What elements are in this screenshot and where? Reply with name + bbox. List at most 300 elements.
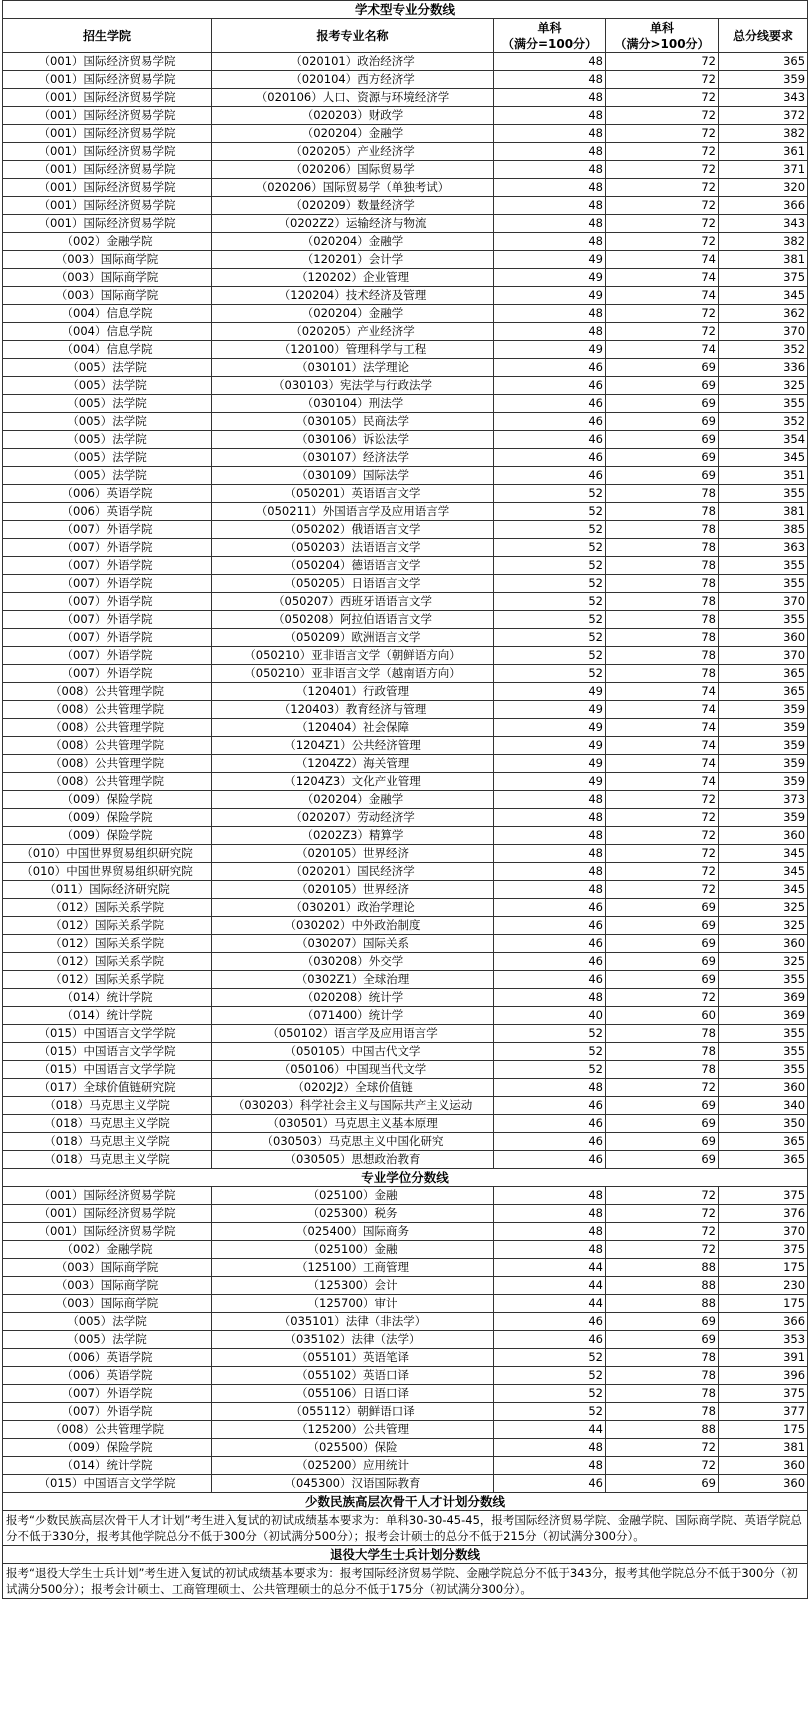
college-cell: （007）外语学院 (3, 1403, 212, 1421)
college-cell: （018）马克思主义学院 (3, 1151, 212, 1169)
table-row (3, 1097, 808, 1115)
table-row (3, 1205, 808, 1223)
single-100-cell: 48 (494, 989, 606, 1007)
minority-note-row (3, 1511, 808, 1546)
single-100-cell: 46 (494, 1097, 606, 1115)
minority-note-text: 报考“少数民族高层次骨干人才计划”考生进入复试的初试成绩基本要求为：单科30-30-45-45，报考国际经济贸易学院、金融学院、国际商学院、英语学院总分不低于330分，报考其他学院总分不低于300分（初试满分500分）；报考会计硕士的总分不低于215分（初试满分300分）。 (3, 1511, 808, 1546)
table-row (3, 1439, 808, 1457)
major-cell: （071400）统计学 (212, 1007, 494, 1025)
college-cell: （005）法学院 (3, 413, 212, 431)
single-over-100-cell: 69 (606, 899, 719, 917)
major-cell: （020204）金融学 (212, 125, 494, 143)
single-100-cell: 52 (494, 539, 606, 557)
college-cell: （003）国际商学院 (3, 1259, 212, 1277)
total-cell: 373 (719, 791, 808, 809)
single-100-cell: 52 (494, 1385, 606, 1403)
single-over-100-cell: 72 (606, 1439, 719, 1457)
major-cell: （0302Z1）全球治理 (212, 971, 494, 989)
college-cell: （008）公共管理学院 (3, 719, 212, 737)
total-cell: 365 (719, 1133, 808, 1151)
college-cell: （008）公共管理学院 (3, 737, 212, 755)
college-cell: （015）中国语言文学学院 (3, 1043, 212, 1061)
college-cell: （001）国际经济贸易学院 (3, 125, 212, 143)
single-over-100-cell: 74 (606, 773, 719, 791)
table-row (3, 683, 808, 701)
table-row (3, 1403, 808, 1421)
table-row (3, 125, 808, 143)
college-cell: （008）公共管理学院 (3, 773, 212, 791)
major-cell: （020204）金融学 (212, 791, 494, 809)
table-row (3, 197, 808, 215)
major-cell: （020106）人口、资源与环境经济学 (212, 89, 494, 107)
table-row (3, 701, 808, 719)
major-cell: （030101）法学理论 (212, 359, 494, 377)
single-100-cell: 46 (494, 917, 606, 935)
single-100-cell: 52 (494, 485, 606, 503)
total-cell: 365 (719, 53, 808, 71)
total-cell: 365 (719, 1151, 808, 1169)
college-cell: （012）国际关系学院 (3, 899, 212, 917)
total-cell: 352 (719, 413, 808, 431)
total-cell: 230 (719, 1277, 808, 1295)
table-row (3, 1151, 808, 1169)
single-100-cell: 52 (494, 1043, 606, 1061)
single-100-cell: 48 (494, 1457, 606, 1475)
table-row (3, 953, 808, 971)
major-cell: （050201）英语语言文学 (212, 485, 494, 503)
table-row (3, 377, 808, 395)
total-cell: 345 (719, 449, 808, 467)
major-cell: （1204Z3）文化产业管理 (212, 773, 494, 791)
veteran-section-title: 退役大学生士兵计划分数线 (3, 1546, 808, 1564)
header-single-over-100-sub: （满分>100分） (614, 36, 710, 51)
total-cell: 381 (719, 251, 808, 269)
total-cell: 372 (719, 107, 808, 125)
single-100-cell: 48 (494, 827, 606, 845)
college-cell: （003）国际商学院 (3, 251, 212, 269)
table-row (3, 629, 808, 647)
major-cell: （030505）思想政治教育 (212, 1151, 494, 1169)
table-row (3, 1331, 808, 1349)
college-cell: （007）外语学院 (3, 665, 212, 683)
major-cell: （125300）会计 (212, 1277, 494, 1295)
single-over-100-cell: 72 (606, 233, 719, 251)
college-cell: （009）保险学院 (3, 791, 212, 809)
single-100-cell: 48 (494, 1241, 606, 1259)
total-cell: 396 (719, 1367, 808, 1385)
total-cell: 375 (719, 1385, 808, 1403)
table-row (3, 467, 808, 485)
single-over-100-cell: 72 (606, 125, 719, 143)
single-100-cell: 52 (494, 647, 606, 665)
table-row (3, 899, 808, 917)
college-cell: （018）马克思主义学院 (3, 1115, 212, 1133)
total-cell: 355 (719, 575, 808, 593)
single-100-cell: 48 (494, 197, 606, 215)
college-cell: （009）保险学院 (3, 1439, 212, 1457)
single-over-100-cell: 78 (606, 593, 719, 611)
total-cell: 345 (719, 845, 808, 863)
college-cell: （005）法学院 (3, 449, 212, 467)
single-100-cell: 48 (494, 53, 606, 71)
single-over-100-cell: 74 (606, 269, 719, 287)
single-over-100-cell: 72 (606, 1457, 719, 1475)
single-100-cell: 52 (494, 593, 606, 611)
single-over-100-cell: 74 (606, 251, 719, 269)
single-100-cell: 44 (494, 1295, 606, 1313)
table-row (3, 449, 808, 467)
total-cell: 369 (719, 989, 808, 1007)
single-100-cell: 48 (494, 125, 606, 143)
major-cell: （030109）国际法学 (212, 467, 494, 485)
total-cell: 376 (719, 1205, 808, 1223)
major-cell: （025500）保险 (212, 1439, 494, 1457)
major-cell: （120201）会计学 (212, 251, 494, 269)
table-row (3, 539, 808, 557)
single-over-100-cell: 78 (606, 503, 719, 521)
total-cell: 382 (719, 233, 808, 251)
single-100-cell: 48 (494, 323, 606, 341)
major-cell: （025300）税务 (212, 1205, 494, 1223)
total-cell: 355 (719, 611, 808, 629)
single-100-cell: 52 (494, 1349, 606, 1367)
college-cell: （008）公共管理学院 (3, 1421, 212, 1439)
header-single-100-label: 单科 (537, 20, 562, 35)
single-over-100-cell: 88 (606, 1421, 719, 1439)
total-cell: 370 (719, 323, 808, 341)
table-row (3, 593, 808, 611)
single-100-cell: 44 (494, 1277, 606, 1295)
single-100-cell: 49 (494, 701, 606, 719)
major-cell: （030203）科学社会主义与国际共产主义运动 (212, 1097, 494, 1115)
single-over-100-cell: 72 (606, 53, 719, 71)
college-cell: （012）国际关系学院 (3, 935, 212, 953)
veteran-section-row (3, 1546, 808, 1564)
total-cell: 371 (719, 161, 808, 179)
major-cell: （020204）金融学 (212, 305, 494, 323)
total-cell: 375 (719, 1241, 808, 1259)
total-cell: 381 (719, 1439, 808, 1457)
table-row (3, 413, 808, 431)
college-cell: （007）外语学院 (3, 629, 212, 647)
table-row (3, 1223, 808, 1241)
single-over-100-cell: 72 (606, 71, 719, 89)
total-cell: 375 (719, 269, 808, 287)
header-single-over-100-label: 单科 (649, 20, 674, 35)
single-over-100-cell: 78 (606, 629, 719, 647)
single-over-100-cell: 78 (606, 521, 719, 539)
total-cell: 360 (719, 827, 808, 845)
major-cell: （035102）法律（法学） (212, 1331, 494, 1349)
major-cell: （120403）教育经济与管理 (212, 701, 494, 719)
single-over-100-cell: 74 (606, 683, 719, 701)
major-cell: （025400）国际商务 (212, 1223, 494, 1241)
table-row (3, 719, 808, 737)
table-row (3, 287, 808, 305)
total-cell: 361 (719, 143, 808, 161)
total-cell: 355 (719, 1025, 808, 1043)
college-cell: （007）外语学院 (3, 647, 212, 665)
college-cell: （005）法学院 (3, 395, 212, 413)
college-cell: （001）国际经济贸易学院 (3, 1205, 212, 1223)
single-100-cell: 48 (494, 215, 606, 233)
total-cell: 175 (719, 1421, 808, 1439)
major-cell: （030503）马克思主义中国化研究 (212, 1133, 494, 1151)
single-over-100-cell: 88 (606, 1277, 719, 1295)
single-over-100-cell: 78 (606, 1025, 719, 1043)
single-100-cell: 48 (494, 845, 606, 863)
table-row (3, 1079, 808, 1097)
major-cell: （050209）欧洲语言文学 (212, 629, 494, 647)
professional-section-title: 专业学位分数线 (3, 1169, 808, 1187)
major-cell: （050106）中国现当代文学 (212, 1061, 494, 1079)
total-cell: 360 (719, 1079, 808, 1097)
major-cell: （025200）应用统计 (212, 1457, 494, 1475)
major-cell: （120401）行政管理 (212, 683, 494, 701)
single-100-cell: 46 (494, 449, 606, 467)
college-cell: （012）国际关系学院 (3, 917, 212, 935)
single-100-cell: 49 (494, 269, 606, 287)
college-cell: （003）国际商学院 (3, 1277, 212, 1295)
major-cell: （050203）法语语言文学 (212, 539, 494, 557)
single-over-100-cell: 78 (606, 647, 719, 665)
table-row (3, 107, 808, 125)
total-cell: 345 (719, 863, 808, 881)
major-cell: （025100）金融 (212, 1187, 494, 1205)
single-100-cell: 46 (494, 1133, 606, 1151)
total-cell: 359 (719, 71, 808, 89)
single-over-100-cell: 72 (606, 881, 719, 899)
major-cell: （030107）经济法学 (212, 449, 494, 467)
table-row (3, 503, 808, 521)
single-100-cell: 48 (494, 1439, 606, 1457)
single-over-100-cell: 72 (606, 827, 719, 845)
total-cell: 359 (719, 737, 808, 755)
minority-section-row (3, 1493, 808, 1511)
total-cell: 325 (719, 377, 808, 395)
single-100-cell: 52 (494, 1367, 606, 1385)
table-row (3, 989, 808, 1007)
table-row (3, 233, 808, 251)
single-100-cell: 46 (494, 377, 606, 395)
major-cell: （055102）英语口译 (212, 1367, 494, 1385)
table-row (3, 1367, 808, 1385)
total-cell: 385 (719, 521, 808, 539)
college-cell: （001）国际经济贸易学院 (3, 161, 212, 179)
total-cell: 360 (719, 935, 808, 953)
major-cell: （020209）数量经济学 (212, 197, 494, 215)
veteran-note-row (3, 1564, 808, 1599)
table-row (3, 359, 808, 377)
table-row (3, 395, 808, 413)
single-over-100-cell: 69 (606, 449, 719, 467)
total-cell: 362 (719, 305, 808, 323)
major-cell: （050204）德语语言文学 (212, 557, 494, 575)
major-cell: （035101）法律（非法学） (212, 1313, 494, 1331)
college-cell: （002）金融学院 (3, 1241, 212, 1259)
college-cell: （001）国际经济贸易学院 (3, 71, 212, 89)
table-row (3, 1241, 808, 1259)
college-cell: （010）中国世界贸易组织研究院 (3, 845, 212, 863)
score-table-wrapper (2, 0, 807, 1599)
total-cell: 391 (719, 1349, 808, 1367)
single-over-100-cell: 69 (606, 953, 719, 971)
table-row (3, 773, 808, 791)
college-cell: （015）中国语言文学学院 (3, 1475, 212, 1493)
single-over-100-cell: 78 (606, 1367, 719, 1385)
table-row (3, 161, 808, 179)
professional-section-row (3, 1169, 808, 1187)
major-cell: （020204）金融学 (212, 233, 494, 251)
table-row (3, 863, 808, 881)
total-cell: 354 (719, 431, 808, 449)
major-cell: （120204）技术经济及管理 (212, 287, 494, 305)
major-cell: （020205）产业经济学 (212, 143, 494, 161)
table-row (3, 971, 808, 989)
single-100-cell: 46 (494, 413, 606, 431)
table-row (3, 179, 808, 197)
single-100-cell: 48 (494, 305, 606, 323)
total-cell: 353 (719, 1331, 808, 1349)
single-over-100-cell: 69 (606, 377, 719, 395)
major-cell: （055112）朝鲜语口译 (212, 1403, 494, 1421)
total-cell: 355 (719, 557, 808, 575)
table-row (3, 1007, 808, 1025)
single-100-cell: 46 (494, 1115, 606, 1133)
header-row (3, 19, 808, 53)
single-over-100-cell: 72 (606, 107, 719, 125)
header-major: 报考专业名称 (212, 19, 494, 53)
major-cell: （020105）世界经济 (212, 845, 494, 863)
major-cell: （120100）管理科学与工程 (212, 341, 494, 359)
single-100-cell: 48 (494, 161, 606, 179)
college-cell: （003）国际商学院 (3, 269, 212, 287)
table-row (3, 1349, 808, 1367)
major-cell: （120404）社会保障 (212, 719, 494, 737)
table-row (3, 1295, 808, 1313)
single-100-cell: 48 (494, 233, 606, 251)
total-cell: 370 (719, 1223, 808, 1241)
total-cell: 370 (719, 647, 808, 665)
college-cell: （007）外语学院 (3, 611, 212, 629)
single-over-100-cell: 72 (606, 791, 719, 809)
single-100-cell: 48 (494, 179, 606, 197)
single-100-cell: 48 (494, 881, 606, 899)
single-100-cell: 48 (494, 143, 606, 161)
college-cell: （003）国际商学院 (3, 287, 212, 305)
total-cell: 365 (719, 683, 808, 701)
single-100-cell: 52 (494, 1025, 606, 1043)
college-cell: （014）统计学院 (3, 1457, 212, 1475)
single-over-100-cell: 69 (606, 1151, 719, 1169)
table-row (3, 1421, 808, 1439)
single-over-100-cell: 78 (606, 1385, 719, 1403)
college-cell: （003）国际商学院 (3, 1295, 212, 1313)
college-cell: （004）信息学院 (3, 341, 212, 359)
single-100-cell: 52 (494, 575, 606, 593)
college-cell: （008）公共管理学院 (3, 755, 212, 773)
single-100-cell: 49 (494, 773, 606, 791)
college-cell: （007）外语学院 (3, 557, 212, 575)
single-100-cell: 46 (494, 359, 606, 377)
college-cell: （001）国际经济贸易学院 (3, 143, 212, 161)
single-100-cell: 46 (494, 953, 606, 971)
table-row (3, 1187, 808, 1205)
table-row (3, 809, 808, 827)
college-cell: （001）国际经济贸易学院 (3, 53, 212, 71)
total-cell: 381 (719, 503, 808, 521)
college-cell: （018）马克思主义学院 (3, 1097, 212, 1115)
major-cell: （050210）亚非语言文学（朝鲜语方向） (212, 647, 494, 665)
total-cell: 360 (719, 1475, 808, 1493)
major-cell: （125100）工商管理 (212, 1259, 494, 1277)
table-row (3, 521, 808, 539)
single-100-cell: 52 (494, 521, 606, 539)
total-cell: 359 (719, 809, 808, 827)
table-row (3, 1385, 808, 1403)
single-over-100-cell: 72 (606, 89, 719, 107)
single-over-100-cell: 78 (606, 557, 719, 575)
single-100-cell: 48 (494, 1205, 606, 1223)
table-row (3, 1061, 808, 1079)
total-cell: 360 (719, 1457, 808, 1475)
table-row (3, 1025, 808, 1043)
major-cell: （020101）政治经济学 (212, 53, 494, 71)
college-cell: （018）马克思主义学院 (3, 1133, 212, 1151)
single-over-100-cell: 74 (606, 719, 719, 737)
major-cell: （125700）审计 (212, 1295, 494, 1313)
college-cell: （004）信息学院 (3, 323, 212, 341)
single-100-cell: 48 (494, 1079, 606, 1097)
table-row (3, 737, 808, 755)
major-cell: （0202Z3）精算学 (212, 827, 494, 845)
single-over-100-cell: 74 (606, 287, 719, 305)
table-row (3, 431, 808, 449)
single-over-100-cell: 78 (606, 611, 719, 629)
single-100-cell: 49 (494, 683, 606, 701)
single-over-100-cell: 72 (606, 863, 719, 881)
single-over-100-cell: 69 (606, 467, 719, 485)
college-cell: （006）英语学院 (3, 503, 212, 521)
single-over-100-cell: 78 (606, 539, 719, 557)
table-row (3, 611, 808, 629)
total-cell: 355 (719, 395, 808, 413)
college-cell: （001）国际经济贸易学院 (3, 1223, 212, 1241)
single-100-cell: 52 (494, 665, 606, 683)
major-cell: （055106）日语口译 (212, 1385, 494, 1403)
college-cell: （007）外语学院 (3, 521, 212, 539)
major-cell: （050205）日语语言文学 (212, 575, 494, 593)
veteran-note-text: 报考“退役大学生士兵计划”考生进入复试的初试成绩基本要求为：报考国际经济贸易学院、金融学院总分不低于343分，报考其他学院总分不低于300分（初试满分500分）；报考会计硕士、工商管理硕士、公共管理硕士的总分不低于175分（初试满分300分）。 (3, 1564, 808, 1599)
college-cell: （006）英语学院 (3, 1349, 212, 1367)
total-cell: 377 (719, 1403, 808, 1421)
total-cell: 345 (719, 287, 808, 305)
single-100-cell: 49 (494, 737, 606, 755)
single-over-100-cell: 74 (606, 755, 719, 773)
table-row (3, 1475, 808, 1493)
single-over-100-cell: 72 (606, 1223, 719, 1241)
college-cell: （017）全球价值链研究院 (3, 1079, 212, 1097)
total-cell: 363 (719, 539, 808, 557)
college-cell: （005）法学院 (3, 1331, 212, 1349)
college-cell: （012）国际关系学院 (3, 971, 212, 989)
single-over-100-cell: 69 (606, 935, 719, 953)
total-cell: 325 (719, 899, 808, 917)
major-cell: （020105）世界经济 (212, 881, 494, 899)
total-cell: 355 (719, 971, 808, 989)
college-cell: （011）国际经济研究院 (3, 881, 212, 899)
single-100-cell: 46 (494, 971, 606, 989)
